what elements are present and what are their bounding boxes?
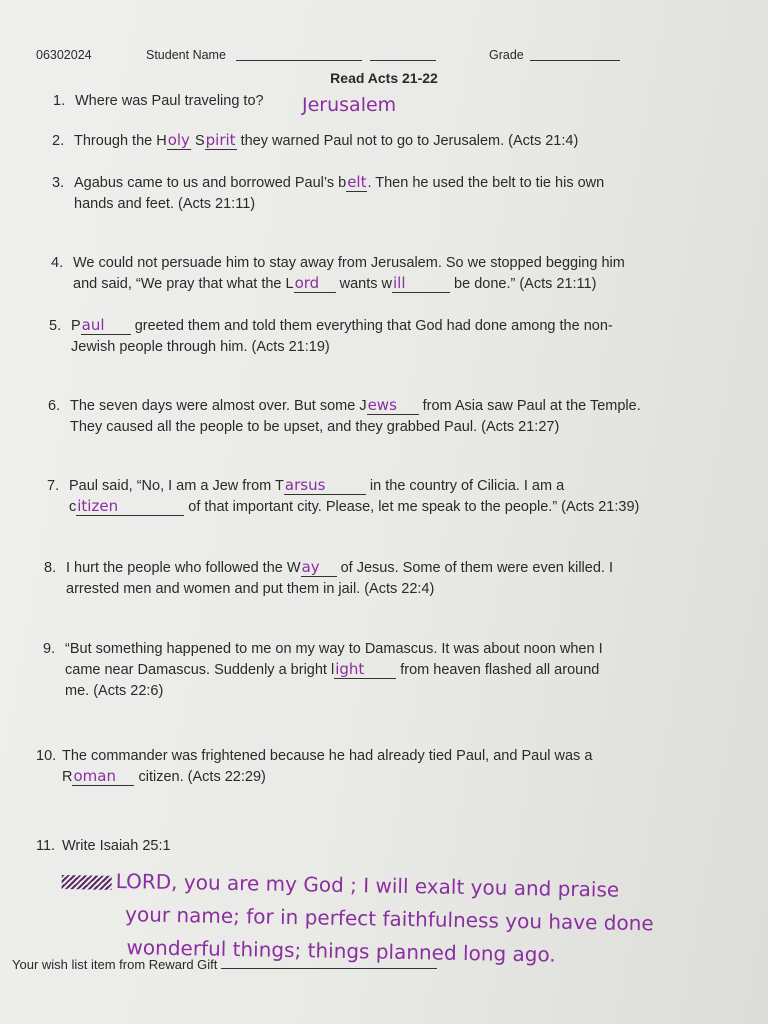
question-5: 5. Paul greeted them and told them everything that God had done among the non- Jewish people through him. (Acts 21:19) <box>49 316 613 355</box>
question-7: 7. Paul said, “No, I am a Jew from Tarsus in the country of Cilicia. I am a citizen of that important city. Please, let me speak to the people.” (Acts 21:39) <box>47 476 640 515</box>
answer-10: oman <box>72 767 134 786</box>
answer-8: ay <box>301 558 337 577</box>
header-row <box>36 48 736 70</box>
grade-label: Grade <box>489 48 524 62</box>
answer-2b: pirit <box>205 131 236 149</box>
answer-9: ight <box>334 660 396 679</box>
question-4: 4. We could not persuade him to stay away from Jerusalem. So we stopped begging him and said, “We pray that what the Lord wants will be done.” (Acts 21:11) <box>51 255 625 292</box>
student-name-label: Student Name <box>146 48 226 62</box>
scribbled-out-mark <box>62 874 112 889</box>
answer-1: Jerusalem <box>302 94 397 116</box>
answer-7a: arsus <box>284 476 366 495</box>
answer-6: ews <box>367 396 419 415</box>
question-6: 6. The seven days were almost over. But some Jews from Asia saw Paul at the Temple. They caused all the people to be upset, and they grabbed Paul. (Acts 21:27) <box>48 396 641 435</box>
reward-gift-blank <box>221 956 437 969</box>
answer-5: aul <box>81 316 131 335</box>
question-11: 11. Write Isaiah 25:1 <box>36 838 171 854</box>
answer-3: elt <box>347 173 367 191</box>
page-title: Read Acts 21-22 <box>330 70 438 86</box>
question-10: 10. The commander was frightened because he had already tied Paul, and Paul was a Roman citizen. (Acts 22:29) <box>36 748 593 785</box>
answer-4b: ill <box>392 274 450 293</box>
worksheet-code: 06302024 <box>36 48 92 62</box>
reward-gift-line: Your wish list item from Reward Gift <box>12 956 437 972</box>
answer-7b: itizen <box>76 497 184 516</box>
answer-11-handwriting: LORD, you are my God ; I will exalt you and praise your name; for in perfect faithfulness you have done wonderful things; things planned long ago. <box>60 864 762 975</box>
question-2: 2. Through the Holy Spirit they warned Paul not to go to Jerusalem. (Acts 21:4) <box>52 131 579 149</box>
question-8: 8. I hurt the people who followed the Way of Jesus. Some of them were even killed. I arrested men and women and put them in jail. (Acts 22:4) <box>44 558 613 597</box>
answer-2a: oly <box>167 131 190 149</box>
question-9: 9. “But something happened to me on my way to Damascus. It was about noon when I came near Damascus. Suddenly a bright light from heaven flashed all around me. (Acts 22:6) <box>43 641 603 699</box>
answer-4a: ord <box>294 274 336 293</box>
question-1: 1. Where was Paul traveling to? <box>53 93 264 109</box>
question-3: 3. Agabus came to us and borrowed Paul’s belt. Then he used the belt to tie his own hands and feet. (Acts 21:11) <box>52 173 605 212</box>
